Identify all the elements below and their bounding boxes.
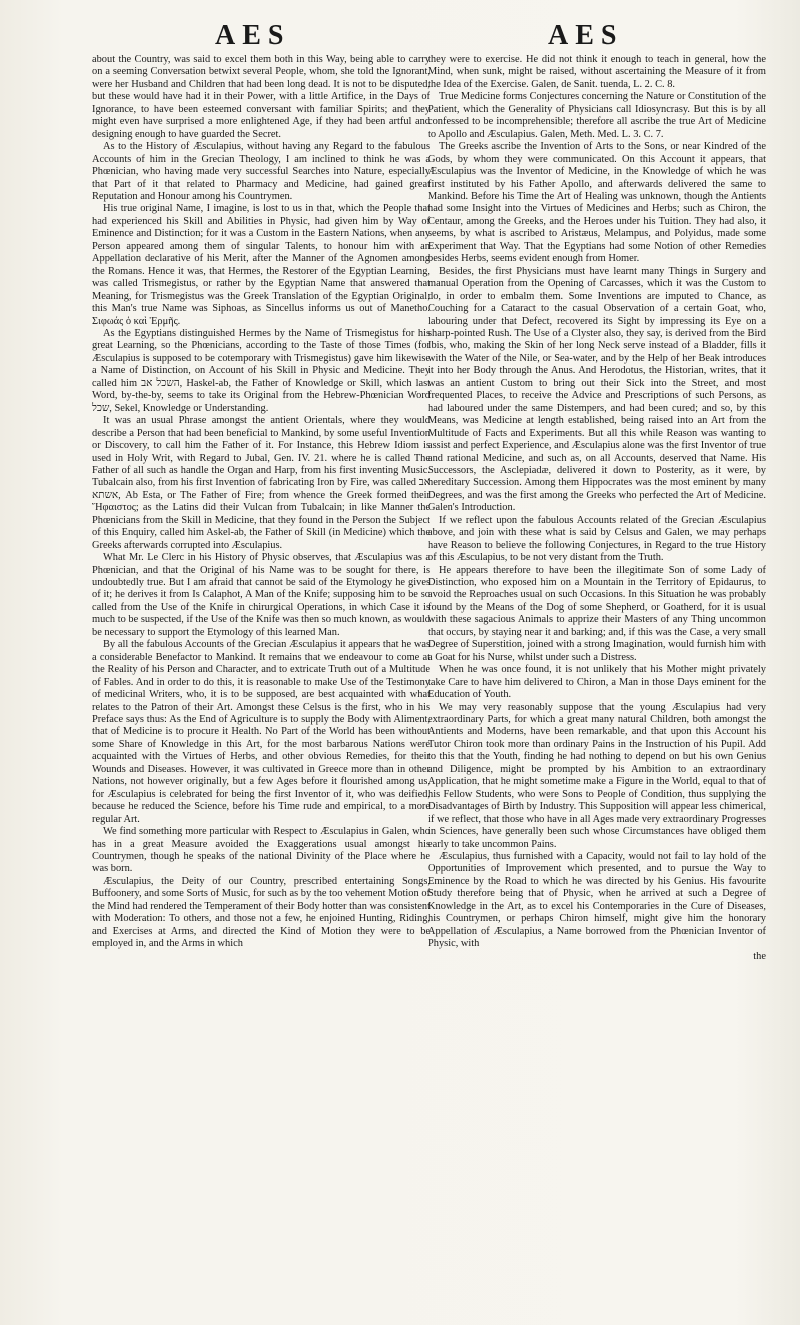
paragraph: Besides, the first Physicians must have learnt many Things in Surgery and manual Operation from the Opening of Carcasses, which it was the Custom to do, in order to embalm them. Some Inventions are imputed to Chance, as Couching for a Cataract to the casual Observation of a certain Goat, who, labouring under that Defect, recovered its Sight by impressing its Eye on a sharp-pointed Rush. The Use of a Clyster also, they say, is derived from the Bird Ibis, who, making the Skin of her long Neck serve instead of a Bladder, fills it with the Water of the Nile, or Sea-water, and by the Help of her Beak introduces it into her Body through the Anus. And Herodotus, the Historian, writes, that it was an antient Custom to bring out their Sick into the Street, and most frequented Places, to receive the Advice and Prescriptions of such Persons, as had laboured under the same Distempers, and had been cured; and so, by this Means, was Medicine at length established, being raised into an Art from the Multitude of Facts and Experiments. But all this while Reason was wanting to assist and perfect Experience, and Æsculapius alone was the first Inventor of true and rational Medicine, and such as, on all Accounts, deserved that Name. His Successors, the Asclepiadæ, delivered it down to Posterity, as it were, by hereditary Succession. Among them Hippocrates was the most eminent by many Degrees, and was the first among the Greeks who perfected the Art of Medicine. Galen's Introduction. [428, 265, 766, 514]
paragraph: If we reflect upon the fabulous Accounts related of the Grecian Æsculapius above, and join with these what is said by Celsus and Galen, we may perhaps have Reason to believe the following Conjectures, in Regard to the true History of this Æsculapius, to be not very distant from the Truth. [428, 514, 766, 564]
paragraph: What Mr. Le Clerc in his History of Physic observes, that Æsculapius was a Phœnician, and that the Original of his Name was to be sought for there, is undoubtedly true. But I am afraid that cannot be said of the Etymology he gives of it; he derives it from Is Calaphot, A Man of the Knife; supposing him to be so called from the Use of the Knife in chirurgical Operations, in which Case it is much to be suspected, if the Use of the Knife was then so much known, as would be necessary to support the Etymology of this learned Man. [92, 552, 430, 638]
paragraph: He appears therefore to have been the illegitimate Son of some Lady of Distinction, who exposed him on a Mountain in the Territory of Epidaurus, to avoid the Reproaches usual on such Occasions. In this Situation he was probably found by the Means of the Dog of some Shepherd, or Goatherd, for it is usual with these sagacious Animals to apprize their Masters of any Thing uncommon that occurs, by staying near it and barking; and, if this was the Case, a very small Degree of Superstition, joined with a strong Imagination, would furnish him with a Goat for his Nurse, whilst under such a Distress. [428, 564, 766, 663]
paragraph: We may very reasonably suppose that the young Æsculapius had very extraordinary Parts, for which a great many natural Children, both amongst the Antients and Moderns, have been remarkable, and that upon this Account his Tutor Chiron took more than ordinary Pains in the Instruction of his Pupil. Add to this that the Youth, finding he had nothing to depend on but his own Genius and Diligence, might be prompted by his Ambition to an extraordinary Application, that he might sometime make a Figure in the World, equal to that of his Fellow Students, who were Sons to People of Condition, thus supplying the Disadvantages of Birth by Industry. This Supposition will appear less chimerical, if we reflect, that those who have in all Ages made very extraordinary Progresses in Sciences, have generally been such whose Circumstances have obliged them early to take uncommon Pains. [428, 701, 766, 850]
paragraph: By all the fabulous Accounts of the Grecian Æsculapius it appears that he was a considerable Benefactor to Mankind. It remains that we endeavour to come at the Reality of his Person and Character, and to extricate Truth out of a Multitude of Fables. And in order to do this, it is reasonable to make Use of the Testimony of medicinal Writers, who, it is to be supposed, are best acquainted with what relates to the Patron of their Art. Amongst these Celsus is the first, who in his Preface says thus: As the End of Agriculture is to supply the Body with Aliment, that of Medicine is to procure it Health. No Part of the World has been without some Share of Knowledge in this Art, for the most barbarous Nations were acquainted with the Virtues of Herbs, and other obvious Remedies, for their Wounds and Diseases. However, it was cultivated in Greece more than in other Nations, not however originally, but a few Ages before it flourished among us, for Æsculapius is celebrated for being the first Inventor of it, who was deified, because he reduced the Science, before his Time rude and empirical, to a more regular Art. [92, 639, 430, 825]
paragraph: The Greeks ascribe the Invention of Arts to the Sons, or near Kindred of the Gods, by whom they were communicated. On this Account it appears, that Æsculapius was the Inventor of Medicine, in the Knowledge of which he was first instituted by his Father Apollo, and afterwards delivered the same to Mankind. Before his Time the Art of Healing was unknown, though the Antients had some Insight into the Virtues of Medicines and Herbs; such as Chiron, the Centaur, among the Greeks, and the Heroes under his Tuition. They had also, it seems, by what is ascribed to Aristæus, Melampus, and Polyidus, made some Experiment that Way. That the Egyptians had some Notion of other Remedies besides Herbs, seems evident enough from Homer. [428, 141, 766, 265]
paragraph: True Medicine forms Conjectures concerning the Nature or Constitution of the Patient, which the Generality of Physicians call Idiosyncrasy. But this is by all confessed to be incomprehensible; therefore all ascribe the true Art of Medicine to Apollo and Æsculapius. Galen, Meth. Med. L. 3. C. 7. [428, 91, 766, 140]
header-left-title: AES [215, 20, 291, 51]
paragraph: It was an usual Phrase amongst the antient Orientals, where they would describe a Person that had been beneficial to Mankind, by some useful Invention or Discovery, to call him the Father of it. For Instance, this Hebrew Idiom is used in Holy Writ, with Regard to Jubal, Gen. IV. 21. where he is called The Father of all such as handle the Organ and Harp, from his first inventing Music. Tubalcain also, from his first Invention of fabricating Iron by Fire, was called אב אשתא, Ab Esta, or The Father of Fire; from whence the Greek formed their Ἥφαιστος; as the Latins did their Vulcan from Tubalcain; in like Manner the Phœnicians from the Skill in Medicine, that they found in the Person the Subject of this Enquiry, called him Askel-ab, the Father of Skill (in Medicine) which the Greeks afterwards corrupted into Æsculapius. [92, 415, 430, 551]
header-right-title: AES [548, 20, 624, 51]
paragraph: When he was once found, it is not unlikely that his Mother might privately take Care to have him delivered to Chiron, a Man in those Days eminent for the Education of Youth. [428, 664, 766, 701]
right-column [428, 54, 766, 1316]
paragraph: As the Egyptians distinguished Hermes by the Name of Trismegistus for his great Learning, so the Phœnicians, according to the Taste of those Times (for Æsculapius is supposed to be cotemporary with Trismegistus) gave him likewise a Name of Distinction, on Account of his Skill in Physic and Medicine. They called him השכל אב, Haskel-ab, the Father of Knowledge or Skill, which last Word, by-the-by, seems to take its Original from the Hebrew-Phœnician Word שכל, Sekel, Knowledge or Understanding. [92, 327, 430, 414]
paragraph: about the Country, was said to excel them both in this Way, being able to carry on a seeming Conversation betwixt several People, whom, she told the Ignorant, were her Husband and Children that had been long dead. It is not to be disputed, but these would have had it in their Power, with a little Artifice, in the Days of Ignorance, to have been esteemed conversant with familiar Spirits; and they might even have surprised a more enlightened Age, if they had been artful and designing enough to have guarded the Secret. [92, 54, 430, 140]
paragraph: they were to exercise. He did not think it enough to teach in general, how the Mind, when sunk, might be raised, without ascertaining the Measure of it from the Idea of the Exercise. Galen, de Sanit. tuenda, L. 2. C. 8. [428, 54, 766, 90]
paragraph: Æsculapius, thus furnished with a Capacity, would not fail to lay hold of the Opportunities of Improvement which presented, and to pursue the Way to Eminence by the Road to which he was directed by his Genius. His favourite Study therefore being that of Physic, when he arrived at such a Degree of Knowledge in the Art, as to excel his Contemporaries in the Cure of Diseases, his Countrymen, or perhaps Chiron himself, might give him the honorary Appellation of Æsculapius, a Name borrowed from the Phœnician Inventor of Physic, with [428, 851, 766, 950]
left-column [92, 54, 430, 1316]
paragraph: Æsculapius, the Deity of our Country, prescribed entertaining Songs, Buffoonery, and some Sorts of Music, for such as by the too vehement Motion of the Mind had rendered the Temperament of their Body hotter than was consistent with Moderation: To others, and those not a few, he enjoined Hunting, Riding, and Exercises at Arms, and directed the Kind of Motion they were to be employed in, and the Arms in which [92, 875, 430, 950]
paragraph: His true original Name, I imagine, is lost to us in that, which the People that had experienced his Skill and Abilities in Physic, had given him by Way of Eminence and Distinction; for it was a Custom in the Eastern Nations, when any Person appeared among them of singular Talents, to honour him with an Appellation declarative of his Merit, after the Manner of the Agnomen among the Romans. Hence it was, that Hermes, the Restorer of the Egyptian Learning, was called Trismegistus, or rather by the Egyptian Name that answered that Meaning, for Trismegistus was the Greek Translation of the Egyptian Original; this Man's true Name was Siphoas, as Sincellus informs us out of Manetho. Σιφωάς ὁ καὶ Ἑρμῆς. [92, 203, 430, 327]
paragraph: As to the History of Æsculapius, without having any Regard to the fabulous Accounts of him in the Grecian Theology, I am inclined to think he was a Phœnician, who having made very successful Searches into Nature, especially that Part of it that related to Pharmacy and Medicine, had gained great Reputation and Honour among his Countrymen. [92, 141, 430, 202]
catchword: the [753, 950, 766, 962]
paragraph: We find something more particular with Respect to Æsculapius in Galen, who has in a great Measure avoided the Exaggerations usual amongst his Countrymen, though he speaks of the national Divinity of the Place where he was born. [92, 826, 430, 875]
